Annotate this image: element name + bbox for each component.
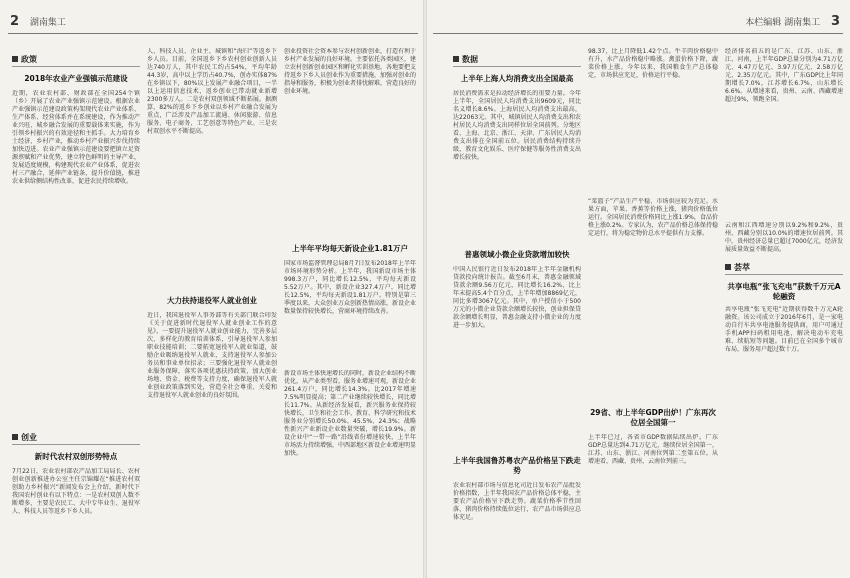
article-body: 创业投资社会资本参与农村创新创业，打造有利于乡村产业发展的良好环境。主要依托各类园区，建立农村创新创业园区和孵化实训基地。各地要把支持返乡下乡人员创业作为重要措施，加强对创业的指导和服务，积极为创业者排忧解难，营造良好的创业环境。	[284, 48, 416, 95]
right-page	[425, 0, 850, 578]
divider	[453, 66, 581, 67]
divider	[725, 274, 843, 275]
article-title: 新时代农村双创形势特点	[34, 452, 118, 461]
article-body: 经济排名前五的是广东、江苏、山东、浙江、河南，上半年GDP总量分别为4.71万亿元、4.47万亿元、3.97万亿元、2.58万亿元、2.35万亿元。其中，广东GDP比上年同期增长7.0%，江苏增长6.7%，山东增长6.6%。从增速来看，贵州、云南、西藏增速超过9%，领跑全国。	[725, 48, 843, 103]
article-title: 大力扶持退役军人就业创业	[167, 296, 257, 305]
article-title: 上半年平均每天新设企业1.81万户	[291, 244, 408, 253]
article-body: 中国人民银行近日发布2018年上半年金融机构贷款投向统计报告。截至6月末，普惠金融领域贷款余额9.56万亿元，同比增长16.2%，比上年末提高5.4个百分点，上半年增加8869亿元，同比多增3067亿元。其中，单户授信小于500万元的小微企业贷款余额增长较快，创业担保贷款余额增长明显，普惠金融支持小微企业的力度进一步加大。	[453, 266, 581, 329]
section-label-digest: 荟萃	[725, 262, 750, 273]
header-rule	[433, 33, 843, 34]
divider	[12, 66, 140, 67]
article-body: 国家市场监督管理总局8月7日发布2018年上半年市场环境形势分析。上半年，我国新设市场主体998.3万户，同比增长12.5%，平均每天新设5.52万户。其中，新设企业327.4万户，同比增长12.5%，平均每天新设1.81万户。特别是第三季度以来，大众创业万众创新热情高涨，新设企业数量保持较快增长，营商环境持续改善。	[284, 260, 416, 315]
article-title: 29省、市上半年GDP出炉！广东再次位居全国第一	[590, 408, 716, 427]
article-title: 共享电瓶“张飞充电”获数千万元A轮融资	[727, 282, 841, 301]
article-body: 居民消费需求是拉动经济增长的重要力量。今年上半年，全国居民人均消费支出9609元，同比名义增长8.6%。上海居民人均消费支出最高，达22063元。其中，城镇居民人均消费支出和农村居民人均消费支出同样位居全国前列。分地区看，上海、北京、浙江、天津、广东居民人均消费支出排在全国前五位。居民消费结构持续升级，教育文化娱乐、医疗保健等服务性消费支出增长较快。	[453, 90, 581, 161]
article-title: 普惠领域小微企业贷款增加较快	[464, 250, 570, 259]
header-label: 本栏编辑 湖南集工	[745, 18, 821, 28]
article-body: 新设市场主体快速增长的同时，新设企业结构不断优化，从产业类型看，服务业增速可观，新设企业261.4万户，同比增长14.3%。比2017年增速7.5%明显提高；第二产业继续较快增长，同比增长11.7%。从新经济发展看，新兴服务业保持较快增长，卫生和社会工作、教育、科学研究和技术服务业分别增长50.0%、45.5%、24.3%；战略性新兴产业新设企业数量突破，增长19.9%。新设企业中“一带一路”沿线省份增速较快，上半年市场活力持续增强，中西部地区新设企业增速明显加快。	[284, 370, 416, 457]
section-label-policy: 政策	[12, 54, 37, 65]
page-number: 2	[10, 14, 20, 29]
article-body: 近期，农业农村部、财政部在全国254个镇（乡）开展了农业产业强镇示范建设。根据农业产业强镇示范建设政策构架现代农业产业体系、生产体系、经营体系并在系统建设，作为推动产业兴旺、城乡融合发展的重要载体来实施，作为引领乡村振兴的有效途径和主抓手。大力培育乡土经济、乡村产业，推动乡村产业振兴步伐持续加快迈进。农业产业强镇示范建设要把镇立足资源禀赋和产业优势，建立特色鲜明的主导产业，发展适度规模，构建现代农业产业体系，促进农村三产融合，延伸产业链条，提升价值链，推进农业供给侧结构性改革，促进农民持续增收。	[12, 90, 140, 185]
right-header	[745, 14, 840, 29]
article-body: 共享电瓶“张飞充电”近期获得数千万元A轮融资。该公司成立于2016年6月，是一家电动自行车共享电池服务提供商，用户可通过手机APP扫码租用电池，解决电动车充电难、续航短等问题。目前已在全国多个城市布局，服务用户超过数十万。	[725, 306, 843, 353]
section-label-data: 数据	[453, 54, 478, 65]
article-body: 近日，我国退役军人事务部等有关部门联合印发《关于促进新时代退役军人就业创业工作的意见》，一要提升退役军人就业创业能力，完善多层次、多样化的教育培训体系，引导退役军人参加职业技能培训；二要拓宽退役军人就业渠道，鼓励企业吸纳退役军人就业，支持退役军人参加公务员和事业单位招录；三要强化退役军人就业创业服务保障，落实各项优惠扶持政策，加大创业场地、资金、税费等支持力度，确保退役军人就业创业政策落到实处，营造全社会尊重、关爱和支持退役军人就业创业的良好氛围。	[147, 312, 277, 399]
article-title: 上半年我国鲁苏粤农产品价格呈下跌走势	[453, 456, 581, 475]
article-body: “菜篮子”产品生产平稳，市场供应较为充足。水果方面，苹果、香蕉等价格上涨，猪肉价格低位运行。全国居民消费价格同比上涨1.9%，食品价格上涨0.2%。专家认为，农产品价格总体保持稳定运行，将为稳定物价总水平提供有力支撑。	[588, 198, 718, 237]
left-header	[10, 14, 66, 29]
header-label: 湖南集工	[29, 18, 66, 28]
article-body: 农业农村部市场与信息化司近日发布农产品批发价格指数，上半年我国农产品价格总体平稳，主要农产品价格呈下跌走势。蔬菜价格季节性回落，猪肉价格持续低位运行，农产品市场供应总体充足。	[453, 482, 581, 521]
article-body: 人、科技人员、企业主、城镇和“海归”等返乡下乡人员。目前，全国返乡下乡农村创业创新人员达740万人，其中农民工约占54%，平均年龄44.3岁，高中以上学历占40.7%，创办实体87%在乡镇以下，80%以上发展产业融合项目，一半以上运用信息技术，返乡创业已带动就业新增2300多万人。二是农村双创领域不断拓展。据测算，82%的返乡下乡创业以乡村产业融合发展为重点，广泛涉及产品加工流通、休闲旅游、信息服务、电子商务、工艺创意等特色产业。三是农村双创水平不断提高。	[147, 48, 277, 135]
article-body: 98.37，比上月降低1.42个点。牛羊肉价格稳中有升，水产品价格稳中略涨。禽蛋价格下降，蔬菜价格上涨。今年以来，我国粮食生产总体稳定，市场供应充足，价格运行平稳。	[588, 48, 718, 79]
header-rule	[8, 33, 418, 34]
article-title: 2018年农业产业强镇示范建设	[24, 74, 128, 83]
section-label-startup: 创业	[12, 432, 37, 443]
article-body: 7月22日，农业农村部农产品加工局局长、农村创业创新推进办公室主任宗锦耀在“推进农村双创助力乡村振兴”新闻发布会上介绍，新时代下我国农村创业有以下特点：一是农村双创人数不断增多，主要是农民工、大中专毕业生、退役军人、科技人员等返乡下乡人员。	[12, 468, 140, 515]
article-body: 上半年已过，各省市GDP数据陆续出炉。广东GDP总量达到4.71万亿元，继续位居全国第一，江苏、山东、浙江、河南位列第二至第五位。从增速看，西藏、贵州、云南位列前三。	[588, 434, 718, 465]
page-number: 3	[830, 14, 840, 29]
article-body: 云南和江西增速分别以9.2%和9.2%，贵州、西藏分别以10.0%的增速位居前列。其中，贵州经济总量已超过7000亿元，经济发展质量效益不断提高。	[725, 222, 843, 253]
divider	[12, 444, 140, 445]
article-title: 上半年上海人均消费支出全国最高	[460, 74, 574, 83]
